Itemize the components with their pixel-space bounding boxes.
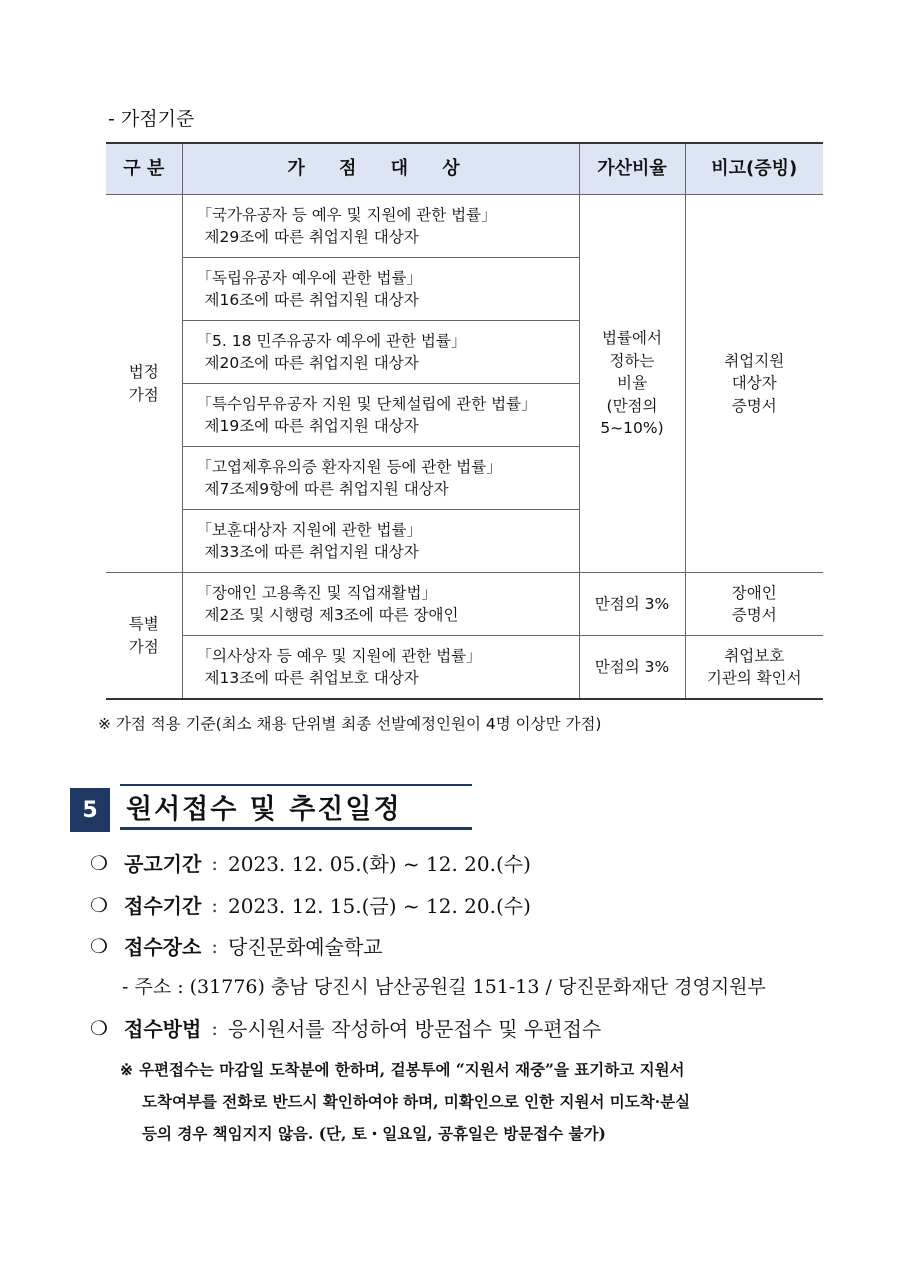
reference-mark: ※ — [120, 1060, 133, 1079]
group-special: 특별 가점 — [106, 573, 182, 700]
special-rate-cell: 만점의 3% — [579, 636, 685, 700]
section-number: 5 — [70, 788, 110, 832]
special-rate-cell: 만점의 3% — [579, 573, 685, 636]
list-item: ❍ 접수기간 : 2023. 12. 15.(금) ~ 12. 20.(수) — [90, 892, 531, 918]
special-proof-cell: 취업보호 기관의 확인서 — [685, 636, 823, 700]
table-row — [106, 573, 823, 636]
legal-rate-cell: 법률에서 정하는 비율 (만점의 5~10%) — [579, 195, 685, 573]
header-rate: 가산비율 — [579, 143, 685, 195]
circle-bullet-icon: ❍ — [90, 892, 108, 917]
target-cell: 「의사상자 등 예우 및 지원에 관한 법률」 제13조에 따른 취업보호 대상자 — [182, 636, 579, 700]
target-cell: 「장애인 고용촉진 및 직업재활법」 제2조 및 시행령 제3조에 따른 장애인 — [182, 573, 579, 636]
subhead-bonus-criteria: - 가점기준 — [108, 108, 195, 130]
section-title: 원서접수 및 추진일정 — [120, 784, 472, 830]
bonus-note: ※ 가점 적용 기준(최소 채용 단위별 최종 선발예정인원이 4명 이상만 가점) — [98, 715, 602, 733]
target-cell: 「5. 18 민주유공자 예우에 관한 법률」 제20조에 따른 취업지원 대상자 — [182, 321, 579, 384]
mail-note: ※ 우편접수는 마감일 도착분에 한하며, 겉봉투에 “지원서 재중”을 표기하고 지원서 도착여부를 전화로 반드시 확인하여야 하며, 미확인으로 인한 지원서 미도착·분실 등의 경우 책임지지 않음. (단, 토・일요일, 공휴일은 방문접수 불가) — [120, 1060, 691, 1143]
table-row — [106, 195, 823, 258]
target-cell: 「고엽제후유의증 환자지원 등에 관한 법률」 제7조제9항에 따른 취업지원 대상자 — [182, 447, 579, 510]
target-cell: 「국가유공자 등 예우 및 지원에 관한 법률」 제29조에 따른 취업지원 대상자 — [182, 195, 579, 258]
circle-bullet-icon: ❍ — [90, 933, 108, 958]
list-item: ❍ 접수방법 : 응시원서를 작성하여 방문접수 및 우편접수 — [90, 1015, 602, 1041]
circle-bullet-icon: ❍ — [90, 850, 108, 875]
table-row — [106, 636, 823, 700]
target-cell: 「특수임무유공자 지원 및 단체설립에 관한 법률」 제19조에 따른 취업지원 대상자 — [182, 384, 579, 447]
circle-bullet-icon: ❍ — [90, 1015, 108, 1040]
table-header-row — [106, 143, 823, 195]
bonus-criteria-table — [106, 142, 823, 700]
legal-proof-cell: 취업지원 대상자 증명서 — [685, 195, 823, 573]
group-legal: 법정 가점 — [106, 195, 182, 573]
header-category: 구 분 — [106, 143, 182, 195]
list-item: ❍ 접수장소 : 당진문화예술학교 — [90, 933, 383, 959]
header-proof: 비고(증빙) — [685, 143, 823, 195]
target-cell: 「보훈대상자 지원에 관한 법률」 제33조에 따른 취업지원 대상자 — [182, 510, 579, 573]
header-target: 가 점 대 상 — [182, 143, 579, 195]
special-proof-cell: 장애인 증명서 — [685, 573, 823, 636]
list-item: ❍ 공고기간 : 2023. 12. 05.(화) ~ 12. 20.(수) — [90, 850, 531, 876]
address-line: - 주소 : (31776) 충남 당진시 남산공원길 151-13 / 당진문화재단 경영지원부 — [122, 976, 766, 998]
target-cell: 「독립유공자 예우에 관한 법률」 제16조에 따른 취업지원 대상자 — [182, 258, 579, 321]
